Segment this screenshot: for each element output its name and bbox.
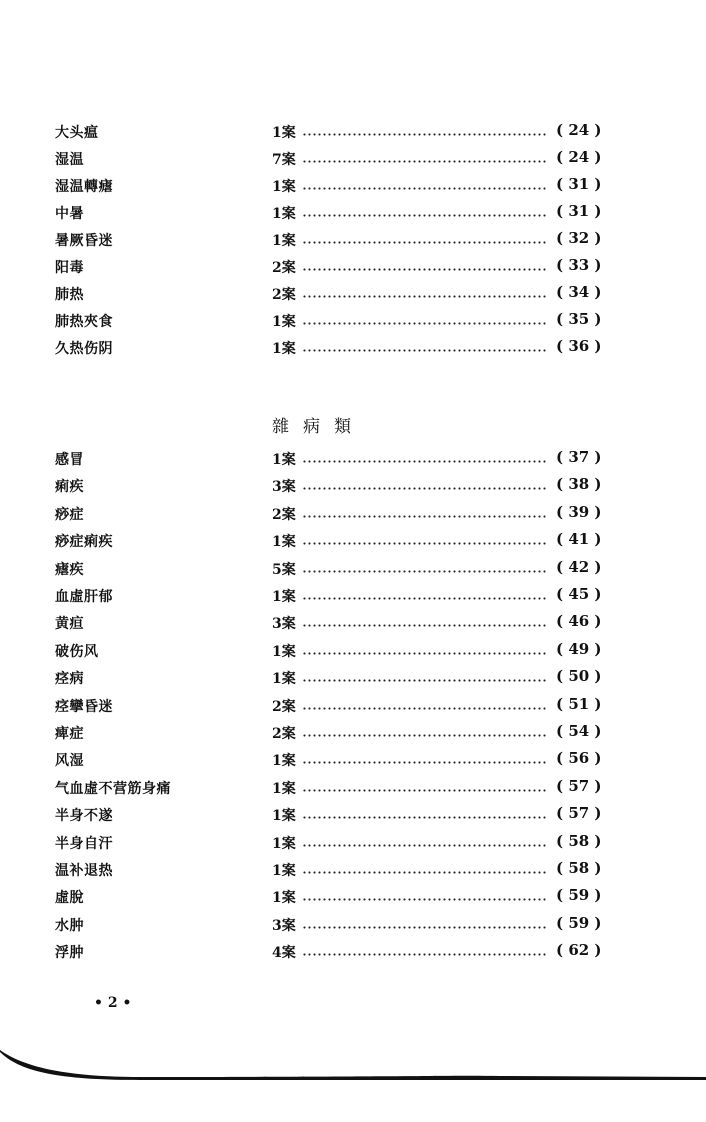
page-ref-number: 31	[568, 175, 590, 193]
toc-entry	[0, 723, 706, 745]
case-count: 2案	[272, 726, 296, 742]
dot-leader	[302, 707, 548, 710]
dot-leader	[302, 761, 548, 764]
page-ref: ( 45 )	[556, 585, 602, 603]
toc-entry	[0, 641, 706, 663]
page-ref-number: 33	[568, 256, 590, 274]
entry-name: 大头瘟	[55, 125, 99, 141]
entry-name: 暑厥昏迷	[55, 233, 113, 249]
entry-name: 湿温轉瘧	[55, 179, 113, 195]
case-count: 1案	[272, 808, 296, 825]
case-count: 1案	[272, 452, 296, 468]
entry-name: 虛脫	[55, 890, 84, 907]
page-ref-number: 36	[568, 337, 590, 355]
page-ref: ( 42 )	[556, 557, 602, 576]
page-ref-number: 38	[568, 475, 590, 494]
toc-entry	[0, 860, 706, 882]
page-number: • 2 •	[94, 995, 132, 1011]
page-ref: ( 54 )	[556, 722, 602, 740]
toc-entry	[0, 805, 706, 827]
page-ref: ( 56 )	[556, 749, 602, 768]
entry-name: 阳毒	[55, 260, 84, 276]
toc-entry	[0, 230, 706, 252]
entry-name: 温补退热	[55, 863, 113, 879]
page-ref-number: 58	[568, 831, 590, 850]
entry-name: 血虛肝郁	[55, 589, 113, 605]
dot-leader	[302, 160, 548, 163]
page-ref-number: 34	[568, 283, 590, 301]
page-ref-number: 50	[568, 667, 590, 686]
entry-name: 中暑	[55, 206, 84, 222]
page-ref: ( 37 )	[556, 448, 602, 466]
page-ref: ( 57 )	[556, 776, 602, 795]
page-ref-number: 37	[568, 448, 590, 466]
dot-leader	[302, 734, 548, 737]
toc-entry	[0, 476, 706, 498]
toc-entry	[0, 915, 706, 937]
page-ref-number: 39	[568, 502, 590, 521]
case-count: 1案	[272, 753, 296, 770]
case-count: 1案	[272, 835, 296, 852]
case-count: 3案	[272, 917, 296, 934]
dot-leader	[302, 268, 548, 271]
toc-entry	[0, 613, 706, 635]
case-count: 1案	[272, 125, 296, 141]
toc-entry	[0, 586, 706, 608]
page-ref: ( 31 )	[556, 202, 602, 220]
entry-name: 浮肿	[55, 945, 84, 962]
case-count: 1案	[272, 863, 296, 879]
page-ref-number: 56	[568, 749, 590, 768]
toc-entry	[0, 122, 706, 144]
toc-entry	[0, 449, 706, 471]
page-ref-number: 57	[568, 804, 590, 823]
case-count: 1案	[272, 534, 296, 551]
entry-name: 痉病	[55, 671, 84, 688]
page-ref: ( 38 )	[556, 475, 602, 494]
case-count: 3案	[272, 616, 296, 633]
toc-entry	[0, 750, 706, 772]
case-count: 1案	[272, 233, 296, 249]
toc-entry	[0, 778, 706, 800]
page-ref: ( 51 )	[556, 694, 602, 713]
dot-leader	[302, 789, 548, 792]
case-count: 1案	[272, 890, 296, 907]
case-count: 1案	[272, 341, 296, 357]
dot-leader	[302, 241, 548, 244]
toc-entry	[0, 149, 706, 171]
page-ref: ( 62 )	[556, 941, 602, 960]
dot-leader	[302, 487, 548, 490]
entry-name: 久热伤阴	[55, 341, 113, 357]
entry-name: 痧症	[55, 506, 84, 523]
toc-entry	[0, 311, 706, 333]
page-ref: ( 59 )	[556, 886, 602, 905]
dot-leader	[302, 187, 548, 190]
page-ref: ( 34 )	[556, 283, 602, 301]
entry-name: 半身自汗	[55, 835, 113, 852]
case-count: 1案	[272, 314, 296, 330]
entry-name: 痧症痢疾	[55, 534, 113, 551]
page-ref: ( 59 )	[556, 913, 602, 932]
entry-name: 痺症	[55, 726, 84, 742]
entry-name: 感冒	[55, 452, 84, 468]
page-ref-number: 45	[568, 585, 590, 603]
page-ref: ( 24 )	[556, 121, 602, 139]
page-ref-number: 58	[568, 859, 590, 877]
page-ref-number: 31	[568, 202, 590, 220]
page-ref: ( 39 )	[556, 502, 602, 521]
case-count: 1案	[272, 780, 296, 797]
dot-leader	[302, 652, 548, 655]
entry-name: 水肿	[55, 917, 84, 934]
toc-entry	[0, 257, 706, 279]
page-ref: ( 33 )	[556, 256, 602, 274]
section-title: 雜病類	[272, 417, 365, 437]
toc-entry	[0, 833, 706, 855]
dot-leader	[302, 570, 548, 573]
dot-leader	[302, 871, 548, 874]
page-ref-number: 46	[568, 612, 590, 631]
page-ref: ( 35 )	[556, 310, 602, 328]
dot-leader	[302, 349, 548, 352]
page-ref-number: 62	[568, 941, 590, 960]
case-count: 3案	[272, 479, 296, 496]
case-count: 2案	[272, 506, 296, 523]
page-ref-number: 41	[568, 530, 590, 549]
page-ref-number: 57	[568, 776, 590, 795]
entry-name: 半身不遂	[55, 808, 113, 825]
page-ref-number: 24	[568, 121, 590, 139]
toc-entry	[0, 284, 706, 306]
case-count: 7案	[272, 152, 296, 168]
dot-leader	[302, 844, 548, 847]
dot-leader	[302, 679, 548, 682]
dot-leader	[302, 898, 548, 901]
dot-leader	[302, 133, 548, 136]
page-ref: ( 36 )	[556, 337, 602, 355]
entry-name: 痢疾	[55, 479, 84, 496]
case-count: 1案	[272, 671, 296, 688]
page-ref-number: 32	[568, 229, 590, 247]
page-ref-number: 35	[568, 310, 590, 328]
dot-leader	[302, 460, 548, 463]
entry-name: 湿温	[55, 152, 84, 168]
toc-entry	[0, 504, 706, 526]
entry-name: 肺热	[55, 287, 84, 303]
page-ref: ( 46 )	[556, 612, 602, 631]
toc-entry	[0, 559, 706, 581]
entry-name: 风湿	[55, 753, 84, 770]
page-ref-number: 49	[568, 639, 590, 658]
dot-leader	[302, 926, 548, 929]
entry-name: 肺热夾食	[55, 314, 113, 330]
toc-entry	[0, 696, 706, 718]
entry-name: 黄疸	[55, 616, 84, 633]
page-ref-number: 59	[568, 913, 590, 932]
dot-leader	[302, 597, 548, 600]
dot-leader	[302, 816, 548, 819]
case-count: 1案	[272, 206, 296, 222]
page-ref: ( 31 )	[556, 175, 602, 193]
case-count: 4案	[272, 945, 296, 962]
page-ref-number: 51	[568, 694, 590, 713]
page-ref: ( 49 )	[556, 639, 602, 658]
dot-leader	[302, 953, 548, 956]
page-ref: ( 50 )	[556, 667, 602, 686]
toc-entry	[0, 203, 706, 225]
case-count: 1案	[272, 643, 296, 660]
page-ref-number: 54	[568, 722, 590, 740]
entry-name: 气血虛不营筋身痛	[55, 780, 171, 797]
toc-entry	[0, 887, 706, 909]
case-count: 5案	[272, 561, 296, 578]
page-ref: ( 57 )	[556, 804, 602, 823]
dot-leader	[302, 214, 548, 217]
page-edge-shadow	[0, 1050, 706, 1090]
case-count: 2案	[272, 698, 296, 715]
page-ref-number: 42	[568, 557, 590, 576]
toc-entry	[0, 531, 706, 553]
entry-name: 破伤风	[55, 643, 99, 660]
toc-entry	[0, 338, 706, 360]
dot-leader	[302, 542, 548, 545]
page-ref: ( 58 )	[556, 831, 602, 850]
toc-entry	[0, 176, 706, 198]
entry-name: 瘧疾	[55, 561, 84, 578]
entry-name: 痉攣昏迷	[55, 698, 113, 715]
page-ref: ( 24 )	[556, 148, 602, 166]
case-count: 2案	[272, 287, 296, 303]
toc-entry	[0, 942, 706, 964]
page-ref-number: 59	[568, 886, 590, 905]
page-ref: ( 41 )	[556, 530, 602, 549]
page-ref: ( 58 )	[556, 859, 602, 877]
case-count: 2案	[272, 260, 296, 276]
case-count: 1案	[272, 589, 296, 605]
case-count: 1案	[272, 179, 296, 195]
dot-leader	[302, 515, 548, 518]
dot-leader	[302, 322, 548, 325]
page-ref-number: 24	[568, 148, 590, 166]
dot-leader	[302, 624, 548, 627]
page-ref: ( 32 )	[556, 229, 602, 247]
dot-leader	[302, 295, 548, 298]
toc-entry	[0, 668, 706, 690]
